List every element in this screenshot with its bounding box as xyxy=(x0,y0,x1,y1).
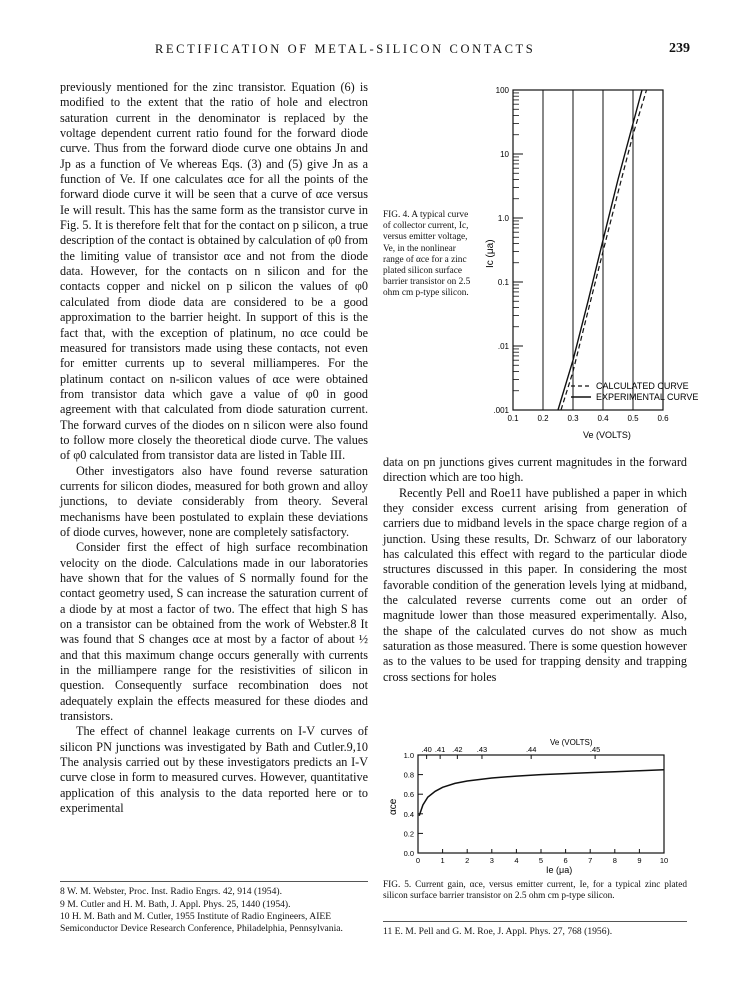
running-title: RECTIFICATION OF METAL-SILICON CONTACTS xyxy=(155,42,536,56)
fig4-y-tick-label: 1.0 xyxy=(497,214,509,223)
fig4-experimental-curve xyxy=(558,90,642,410)
legend-label-experimental: EXPERIMENTAL CURVE xyxy=(596,392,699,402)
footnote: 9 M. Cutler and H. M. Bath, J. Appl. Phys. 25, 1440 (1954). xyxy=(60,898,291,910)
fig5-y-tick-label: 1.0 xyxy=(403,751,414,760)
fig4-x-tick-label: 0.1 xyxy=(507,414,519,423)
fig4-x-tick-label: 0.4 xyxy=(597,414,609,423)
fig5-x-tick-label: 0 xyxy=(415,856,421,865)
fig4-x-tick-label: 0.6 xyxy=(657,414,669,423)
fig5-x-tick-label: 3 xyxy=(489,856,494,865)
fig4-x-label: Ve (VOLTS) xyxy=(583,430,631,440)
fig4-x-tick-label: 0.2 xyxy=(537,414,549,423)
footnote: 10 H. M. Bath and M. Cutler, 1955 Institute of Radio Engineers, AIEE Semiconductor Device Research Conference, Philadelphia, Pennsylvania. xyxy=(60,911,343,934)
fig5-top-tick-label: .41 xyxy=(434,745,446,754)
fig4-y-tick-label: .001 xyxy=(493,406,509,415)
fig5-top-tick-label: .42 xyxy=(452,745,463,754)
fig5-top-tick-label: .43 xyxy=(476,745,488,754)
footnotes-right xyxy=(383,921,687,939)
fig5-x-tick-label: 6 xyxy=(563,856,568,865)
fig4-axes xyxy=(513,90,663,410)
paragraph: Consider first the effect of high surface recombination velocity on the diode. Calculations made in our laboratories have shown that for the values of S normally found for the contact geometry used, S can increase the saturation current of a diode by at most a factor of two. The effect that high S has on a transistor can be obtained from the work of Webster.8 It was found that S changes αce at most by a factor of about ½ and that this maximum change occurs generally with currents in the milliampere range for the resistivities of silicon in question. Consequently surface recombination does not adequately explain the effects measured for these diodes and transistors. xyxy=(60,540,368,724)
fig5-x-tick-label: 7 xyxy=(588,856,593,865)
fig5-y-tick-label: 0.6 xyxy=(403,790,414,800)
paragraph: previously mentioned for the zinc transistor. Equation (6) is modified to the extent that the ratio of hole and electron saturation current in the denominator is replaced by the voltage dependent current ratio found for the forward diode curve. Thus from the forward diode curve one obtains Jn and Jp as a function of Ve whereas Eqs. (3) and (5) give Jn as a function of Ve. If one calculates αce for all the points of the forward diode curve it will be seen that a curve of αce versus Ie will result. This has the same form as the transistor curve in Fig. 5. It is therefore felt that for the contact on p silicon, a true description of the contact is obtained by calculation of φ0 from the limiting value of transistor αce and not from the diode data. However, for the contacts on n silicon and for the contacts copper and nickel on p silicon the values of φ0 calculated from diode data are considered to be a good approximation to the barrier height. In support of this is the fact that, with the exception of platinum, no αce could be measured for transistors made using these contacts, not even for emitter currents up to several milliamperes. For the platinum contact on n-silicon values of αce were obtained from transistor data which gave a value of φ0 in good agreement with that calculated from diode saturation current. The forward curves of the diodes on n silicon were also found to follow more closely the theoretical diode curve. The values of φ0 calculated from transistor data are listed in Table III. xyxy=(60,80,368,463)
fig5-y-tick-label: 0.4 xyxy=(403,809,414,819)
fig5-gain-curve xyxy=(419,770,664,816)
left-column xyxy=(60,80,368,817)
fig5-x-tick-label: 9 xyxy=(637,856,642,865)
paragraph: data on pn junctions gives current magnitudes in the forward direction which are too high. xyxy=(383,455,687,485)
fig5-axes xyxy=(418,755,664,853)
fig4-y-label: Ic (μa) xyxy=(485,239,496,268)
fig5-x-tick-label: 4 xyxy=(514,856,519,865)
fig5-frame xyxy=(418,755,664,853)
fig5-top-tick-label: .44 xyxy=(525,745,537,754)
fig4-calculated-curve xyxy=(561,90,647,410)
paragraph: Recently Pell and Roe11 have published a paper in which they consider excess current arising from generation of carriers due to midband levels in the space charge region of a junction. Using these results, Dr. Schwarz of our laboratory has calculated this effect with regard to the particular diode structures discussed in this paper. In considering the most favorable condition of the generation levels lying at midband, the calculated reverse currents come out an order of magnitude lower than those measured experimentally. Also, the shape of the calculated curves do not show as much saturation as those measured. There is some question however as to the values to be used for trapping density and trapping cross sections for holes xyxy=(383,485,687,684)
fig5-y-tick-label: 0.8 xyxy=(403,770,414,780)
fig4-frame xyxy=(513,90,663,410)
fig5-x-tick-label: 10 xyxy=(659,856,669,865)
fig4-x-tick-label: 0.3 xyxy=(567,414,579,423)
footnote: 11 E. M. Pell and G. M. Roe, J. Appl. Phys. 27, 768 (1956). xyxy=(383,926,613,937)
fig5-y-tick-label: 0.0 xyxy=(403,849,414,858)
fig4-caption: FIG. 4. A typical curve of collector current, Ic, versus emitter voltage, Ve, in the nonlinear range of αce for a zinc plated silicon surface barrier transistor on 2.5 ohm cm p-type silicon. xyxy=(383,210,471,299)
fig5-series xyxy=(419,770,664,816)
fig4-chart xyxy=(475,78,705,450)
fig5-x-tick-label: 5 xyxy=(538,856,544,865)
fig5-y-label: αce xyxy=(388,798,399,815)
fig4-x-tick-label: 0.5 xyxy=(627,414,639,423)
fig5-ticks xyxy=(404,745,669,865)
fig5-top-tick-label: .45 xyxy=(589,745,601,754)
fig4-legend xyxy=(571,381,698,402)
fig5-x-tick-label: 1 xyxy=(440,856,445,865)
fig5-top-tick-label: .40 xyxy=(421,745,432,754)
fig5-chart xyxy=(388,735,688,875)
fig5-y-tick-label: 0.2 xyxy=(403,829,414,839)
fig4-ticks xyxy=(493,86,669,423)
fig4-y-tick-label: 100 xyxy=(495,86,509,95)
footnotes-left xyxy=(60,881,368,935)
paragraph: The effect of channel leakage currents on I-V curves of silicon PN junctions was investigated by Bath and Cutler.9,10 The analysis carried out by these investigators predicts an I-V curve close in form to measured curves. However, quantitative application of this analysis to the data reported here or to experimental xyxy=(60,724,368,816)
legend-label-calculated: CALCULATED CURVE xyxy=(596,381,689,391)
fig5-top-label: Ve (VOLTS) xyxy=(550,738,593,747)
paragraph: Other investigators also have found reverse saturation currents for silicon diodes, measured for both grown and alloy junctions, to deviate considerably from theory. Several mechanisms have been postulated to explain these deviations of diode curves, however, none are completely satisfactory. xyxy=(60,463,368,539)
fig4-y-tick-label: 0.1 xyxy=(497,278,509,287)
footnote: 8 W. M. Webster, Proc. Inst. Radio Engrs. 42, 914 (1954). xyxy=(60,886,282,897)
fig4-y-tick-label: 10 xyxy=(500,150,509,159)
right-column xyxy=(383,455,687,685)
fig5-caption: FIG. 5. Current gain, αce, versus emitter current, Ie, for a typical zinc plated silicon surface barrier transistor on 2.5 ohm cm p-type silicon. xyxy=(383,880,687,902)
fig5-x-tick-label: 2 xyxy=(465,856,470,865)
fig4-y-tick-label: .01 xyxy=(497,342,509,351)
running-header xyxy=(0,42,740,62)
page-number: 239 xyxy=(669,41,690,56)
fig5-x-tick-label: 8 xyxy=(612,856,617,865)
fig5-x-label: Ie (μa) xyxy=(546,865,573,875)
